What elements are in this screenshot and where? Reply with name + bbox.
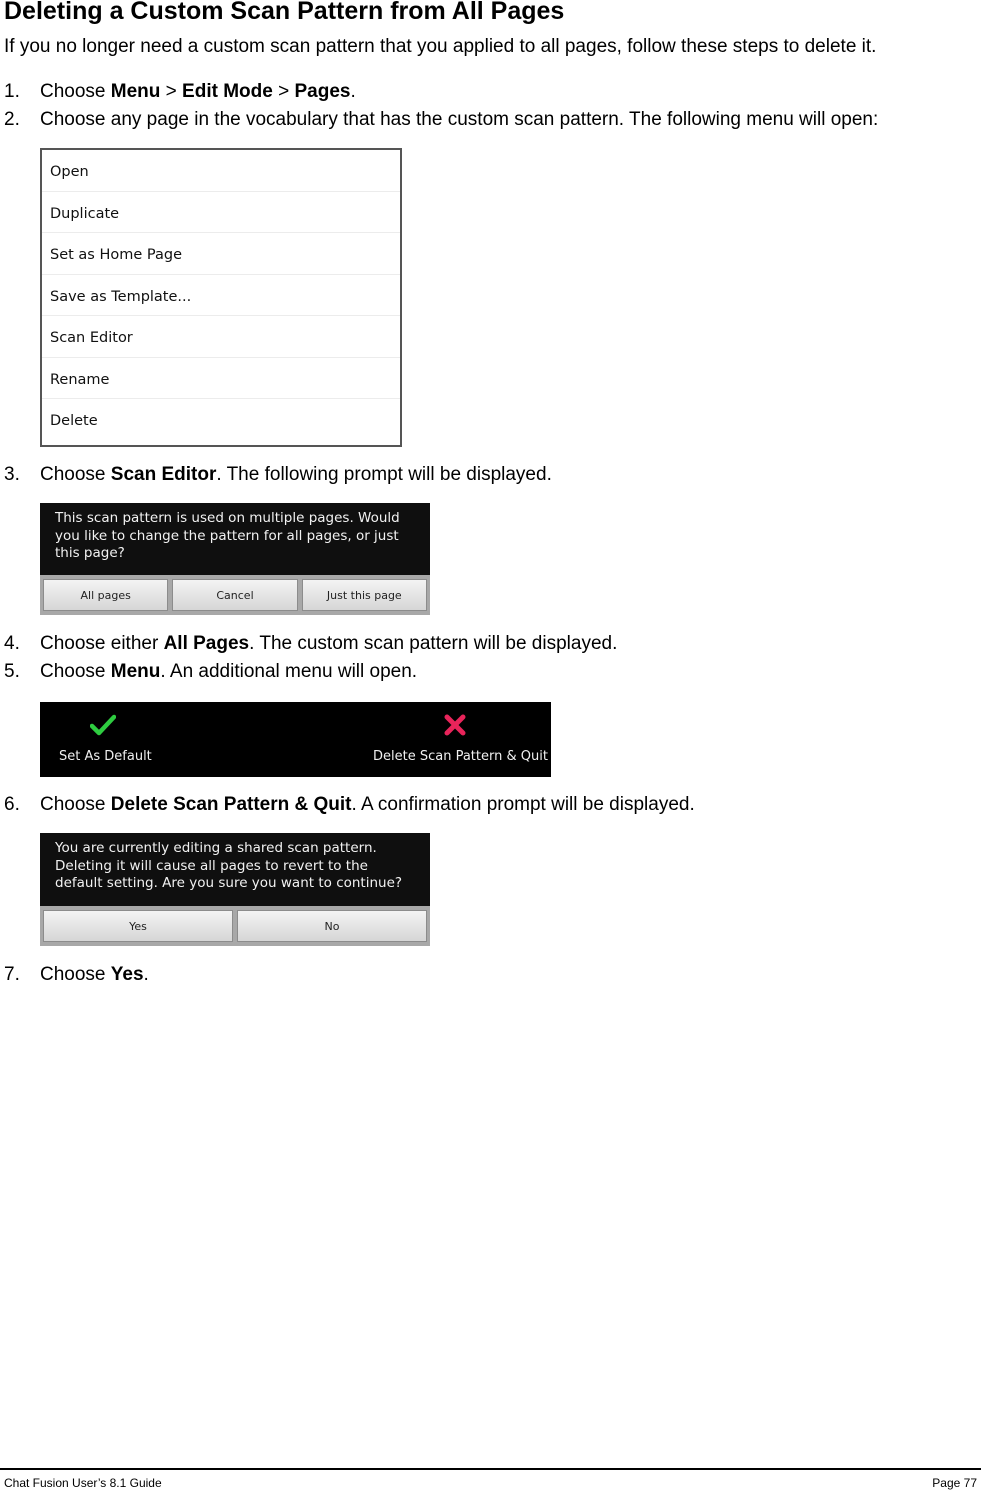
menu-item-save-template[interactable]: Save as Template... [42, 275, 400, 317]
prompt-button-bar [40, 575, 430, 615]
step-bold: Pages [294, 81, 351, 102]
step-5: 5. Choose Menu. An additional menu will open. [4, 661, 418, 682]
step-4: 4. Choose either All Pages. The custom scan pattern will be displayed. [4, 633, 618, 654]
scan-pattern-prompt [40, 503, 430, 615]
step-6: 6. Choose Delete Scan Pattern & Quit. A confirmation prompt will be displayed. [4, 794, 695, 815]
menu-item-scan-editor[interactable]: Scan Editor [42, 316, 400, 358]
all-pages-button[interactable]: All pages [43, 579, 168, 611]
confirm-button-bar [40, 906, 430, 946]
step-1: 1. Choose Menu > Edit Mode > Pages. [4, 81, 356, 102]
step-bold: Menu [110, 661, 161, 682]
x-icon [444, 714, 466, 736]
step-7: 7. Choose Yes. [4, 964, 149, 985]
step-number: 4. [4, 633, 20, 654]
step-bold: All Pages [163, 633, 250, 654]
menu-item-set-home[interactable]: Set as Home Page [42, 233, 400, 275]
cancel-button[interactable]: Cancel [172, 579, 297, 611]
step-number: 6. [4, 794, 20, 815]
menu-item-rename[interactable]: Rename [42, 358, 400, 400]
no-button[interactable]: No [237, 910, 427, 942]
step-2: 2. Choose any page in the vocabulary that has the custom scan pattern. The following menu will open: [4, 109, 879, 130]
footer-guide-title: Chat Fusion User’s 8.1 Guide [4, 1476, 162, 1490]
delete-scan-pattern-action[interactable] [360, 702, 551, 777]
footer-rule [0, 1468, 981, 1470]
step-number: 1. [4, 81, 20, 102]
menu-item-delete[interactable]: Delete [50, 413, 98, 429]
set-as-default-label: Set As Default [59, 749, 152, 764]
yes-button[interactable]: Yes [43, 910, 233, 942]
just-this-page-button[interactable]: Just this page [302, 579, 427, 611]
step-bold: Scan Editor [110, 464, 217, 485]
step-bold: Delete Scan Pattern & Quit [110, 794, 352, 815]
confirmation-prompt [40, 833, 430, 946]
set-as-default-action[interactable] [40, 702, 200, 777]
menu-item-duplicate[interactable]: Duplicate [42, 192, 400, 234]
footer-page-number: Page 77 [932, 1476, 977, 1490]
menu-item-open[interactable]: Open [42, 150, 400, 192]
step-number: 7. [4, 964, 20, 985]
step-bold: Yes [110, 964, 144, 985]
page-context-menu [40, 148, 402, 447]
page-title: Deleting a Custom Scan Pattern from All Pages [4, 0, 565, 25]
intro-paragraph: If you no longer need a custom scan pattern that you applied to all pages, follow these steps to delete it. [4, 36, 877, 57]
prompt-message: This scan pattern is used on multiple pages. Would you like to change the pattern for all pages, or just this page? [55, 510, 400, 561]
check-icon [90, 714, 116, 736]
step-bold: Menu [110, 81, 161, 102]
step-number: 2. [4, 109, 20, 130]
scan-editor-action-bar [40, 702, 551, 777]
confirm-message: You are currently editing a shared scan pattern. Deleting it will cause all pages to revert to the default setting. Are you sure you want to continue? [55, 840, 403, 891]
step-number: 5. [4, 661, 20, 682]
delete-scan-pattern-label: Delete Scan Pattern & Quit [373, 749, 548, 764]
step-number: 3. [4, 464, 20, 485]
step-bold: Edit Mode [182, 81, 273, 102]
step-3: 3. Choose Scan Editor. The following prompt will be displayed. [4, 464, 552, 485]
